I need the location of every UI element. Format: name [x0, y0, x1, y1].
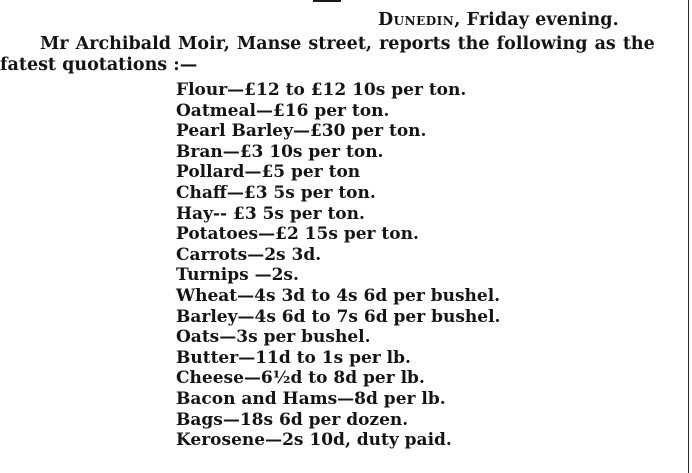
quotation-barley: Barley—4s 6d to 7s 6d per bushel.: [176, 306, 501, 327]
dateline-place: Dunedin: [378, 10, 455, 30]
quotation-oatmeal: Oatmeal—£16 per ton.: [176, 100, 390, 121]
quotation-bacon-and-hams: Bacon and Hams—8d per lb.: [176, 388, 446, 409]
quotation-pearl-barley: Pearl Barley—£30 per ton.: [176, 121, 427, 142]
section-divider-rule: [313, 0, 341, 2]
quotation-cheese: Cheese—6½d to 8d per lb.: [176, 368, 425, 389]
quotation-butter: Butter—11d to 1s per lb.: [176, 347, 411, 368]
quotation-wheat: Wheat—4s 3d to 4s 6d per bushel.: [176, 285, 501, 306]
quotation-turnips: Turnips —2s.: [176, 265, 299, 286]
quotation-kerosene: Kerosene—2s 10d, duty paid.: [176, 430, 452, 451]
quotations-list: [176, 80, 500, 451]
quotation-bags: Bags—18s 6d per dozen.: [176, 409, 409, 430]
intro-line-2: fatest quotations :—: [0, 55, 198, 75]
intro-line-1: Mr Archibald Moir, Manse street, reports the following as the: [40, 34, 655, 54]
quotation-flour: Flour—£12 to £12 10s per ton.: [176, 80, 467, 100]
quotation-chaff: Chaff—£3 5s per ton.: [176, 182, 376, 203]
dateline: [378, 10, 619, 30]
quotation-oats: Oats—3s per bushel.: [176, 327, 371, 348]
column-rule: [688, 0, 689, 473]
quotation-bran: Bran—£3 10s per ton.: [176, 141, 384, 162]
quotation-carrots: Carrots—2s 3d.: [176, 244, 322, 265]
quotation-hay: Hay-- £3 5s per ton.: [176, 203, 365, 224]
dateline-time: , Friday evening.: [454, 10, 619, 30]
quotation-potatoes: Potatoes—£2 15s per ton.: [176, 224, 419, 245]
quotation-pollard: Pollard—£5 per ton: [176, 162, 361, 183]
